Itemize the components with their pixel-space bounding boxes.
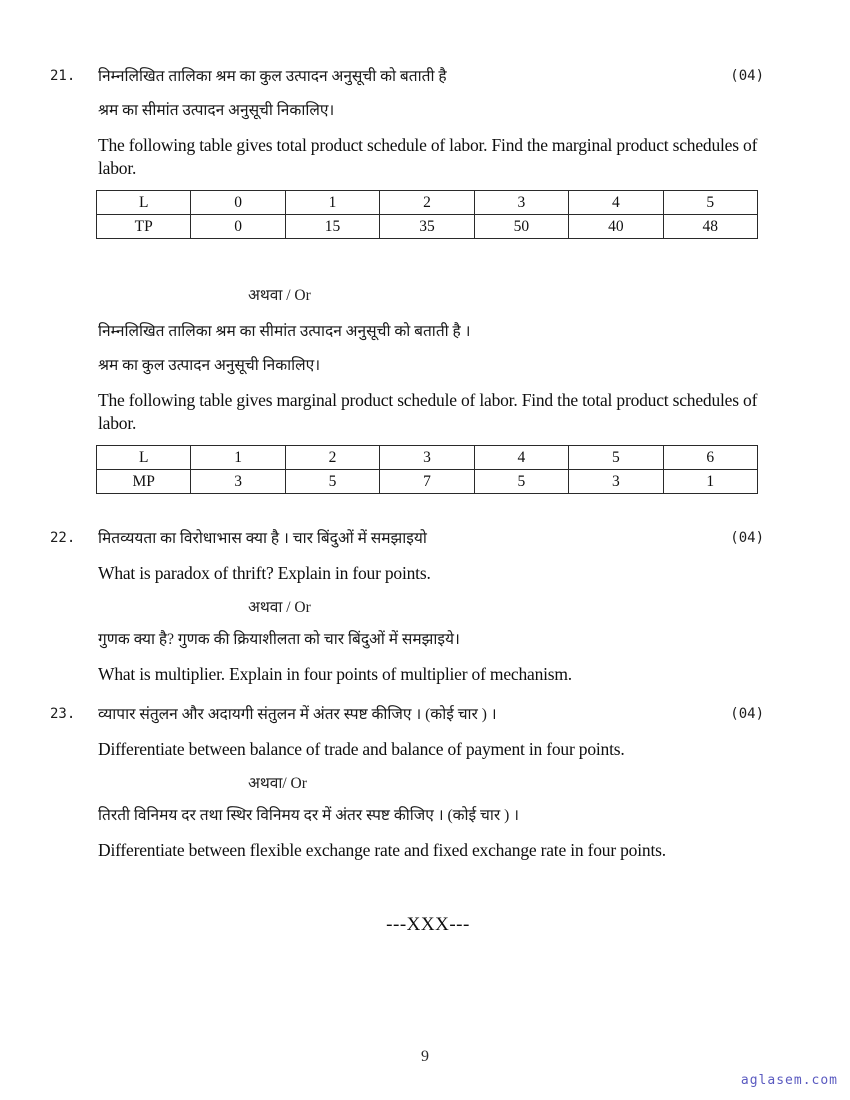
or-divider: अथवा / Or (248, 599, 311, 616)
question-number: 21. (50, 68, 76, 84)
question-english-text: Differentiate between flexible exchange rate and fixed exchange rate in four points. (98, 840, 666, 860)
table-cell: 1 (285, 191, 379, 215)
table-cell: MP (97, 470, 191, 494)
table-cell: TP (97, 215, 191, 239)
or-divider: अथवा/ Or (248, 775, 307, 792)
watermark-link: aglasem.com (740, 1073, 838, 1088)
table-cell: 40 (569, 215, 663, 239)
question-hindi-text: व्यापार संतुलन और अदायगी संतुलन में अंतर स्पष्ट कीजिए । (कोई चार ) । (98, 706, 497, 723)
question-23 (50, 704, 764, 862)
table-cell: 5 (663, 191, 757, 215)
question-hindi-text: निम्नलिखित तालिका श्रम का सीमांत उत्पादन अनुसूची को बताती है । (98, 323, 471, 340)
table-cell: 4 (474, 446, 568, 470)
question-22 (50, 528, 764, 686)
table-cell: 0 (191, 191, 285, 215)
page-number: 9 (421, 1048, 429, 1065)
question-21-head (50, 66, 764, 88)
marginal-product-table (96, 445, 758, 494)
table-cell: 3 (191, 470, 285, 494)
table-cell: 5 (569, 446, 663, 470)
question-hindi-text: गुणक क्या है? गुणक की क्रियाशीलता को चार बिंदुओं में समझाइये। (98, 631, 460, 648)
question-hindi-text: श्रम का कुल उत्पादन अनुसूची निकालिए। (98, 357, 321, 374)
table-cell: 15 (285, 215, 379, 239)
question-hindi-text: तिरती विनिमय दर तथा स्थिर विनिमय दर में अंतर स्पष्ट कीजिए । (कोई चार ) । (98, 807, 520, 824)
table-cell: 7 (380, 470, 474, 494)
table-cell: 2 (380, 191, 474, 215)
question-hindi-text: निम्नलिखित तालिका श्रम का कुल उत्पादन अनुसूची को बताती है (98, 68, 447, 85)
table-cell: L (97, 191, 191, 215)
table-cell: 4 (569, 191, 663, 215)
table-cell: 3 (380, 446, 474, 470)
table-cell: L (97, 446, 191, 470)
question-hindi-text: मितव्ययता का विरोधाभास क्या है । चार बिंदुओं में समझाइयो (98, 530, 427, 547)
question-22-head (50, 528, 764, 550)
table-row (97, 191, 758, 215)
question-english-text: The following table gives total product schedule of labor. Find the marginal product schedules of labor. (98, 135, 758, 178)
question-23-head (50, 704, 764, 726)
table-cell: 6 (663, 446, 757, 470)
question-english-text: The following table gives marginal product schedule of labor. Find the total product schedules of labor. (98, 390, 758, 433)
question-21 (50, 66, 764, 494)
table-cell: 2 (285, 446, 379, 470)
marks-badge: (04) (730, 530, 764, 546)
table-row (97, 470, 758, 494)
table-cell: 48 (663, 215, 757, 239)
table-cell: 5 (474, 470, 568, 494)
total-product-table (96, 190, 758, 239)
table-row (97, 446, 758, 470)
question-english-text: What is multiplier. Explain in four points of multiplier of mechanism. (98, 664, 572, 684)
table-cell: 1 (191, 446, 285, 470)
table-cell: 0 (191, 215, 285, 239)
question-english-text: What is paradox of thrift? Explain in four points. (98, 563, 431, 583)
table-cell: 50 (474, 215, 568, 239)
question-number: 22. (50, 530, 76, 546)
question-hindi-text: श्रम का सीमांत उत्पादन अनुसूची निकालिए। (98, 102, 335, 119)
table-cell: 5 (285, 470, 379, 494)
table-cell: 3 (474, 191, 568, 215)
table-row (97, 215, 758, 239)
end-of-paper-marker: ---XXX--- (386, 914, 470, 935)
question-number: 23. (50, 706, 76, 722)
table-cell: 3 (569, 470, 663, 494)
table-cell: 35 (380, 215, 474, 239)
or-divider: अथवा / Or (248, 287, 311, 304)
table-cell: 1 (663, 470, 757, 494)
question-english-text: Differentiate between balance of trade and balance of payment in four points. (98, 739, 625, 759)
marks-badge: (04) (730, 706, 764, 722)
marks-badge: (04) (730, 68, 764, 84)
